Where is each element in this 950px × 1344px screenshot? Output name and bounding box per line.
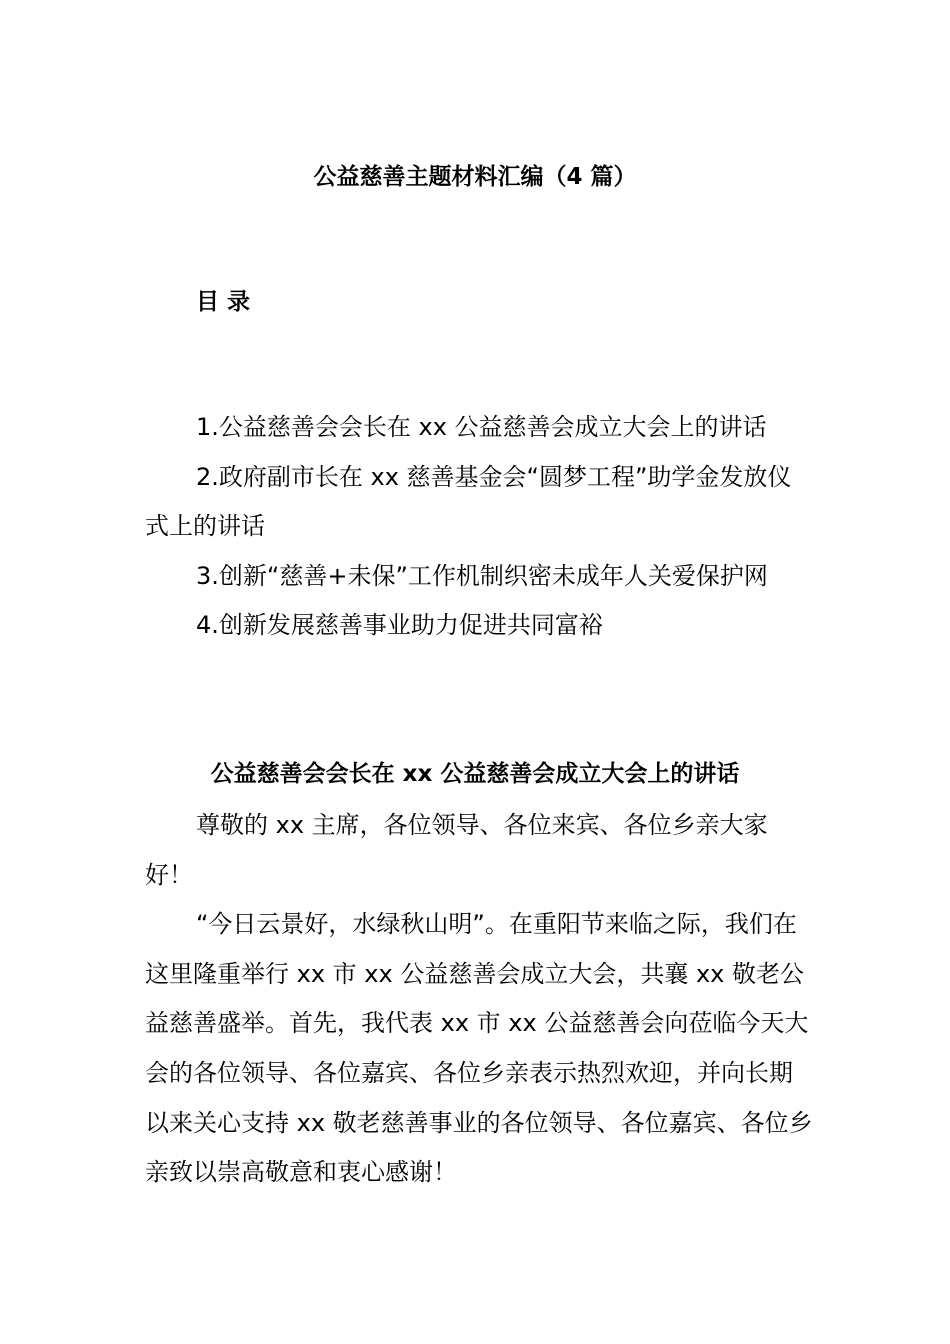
document-title: 公益慈善主题材料汇编（4 篇） [313, 164, 637, 190]
toc-item-1: 1.公益慈善会会长在 xx 公益慈善会成立大会上的讲话 [196, 413, 767, 441]
toc-item-4: 4.创新发展慈善事业助力促进共同富裕 [196, 611, 603, 640]
paragraph-opening: “今日云景好，水绿秋山明”。在重阳节来临之际，我们在这里隆重举行 xx 市 xx 公益慈善会成立大会，共襄 xx 敬老公益慈善盛举。首先，我代表 xx 市 xx 公益慈善会向莅临今天大会的各位领导、各位嘉宾、各位乡亲表示热烈欢迎，并向长期以来关心支持 xx 敬老慈善事业的各位领导、各位嘉宾、各位乡亲致以崇高敬意和衷心感谢！ [145, 910, 813, 1187]
toc-item-3: 3.创新“慈善+未保”工作机制织密未成年人关爱保护网 [196, 561, 768, 590]
section-body [145, 801, 813, 1198]
toc-item-2: 2.政府副市长在 xx 慈善基金会“圆梦工程”助学金发放仪式上的讲话 [145, 462, 792, 541]
toc-heading: 目 录 [196, 289, 251, 315]
paragraph-greeting: 尊敬的 xx 主席，各位领导、各位来宾、各位乡亲大家好！ [145, 811, 768, 889]
section-title: 公益慈善会会长在 xx 公益慈善会成立大会上的讲话 [210, 761, 740, 787]
table-of-contents [145, 403, 813, 651]
